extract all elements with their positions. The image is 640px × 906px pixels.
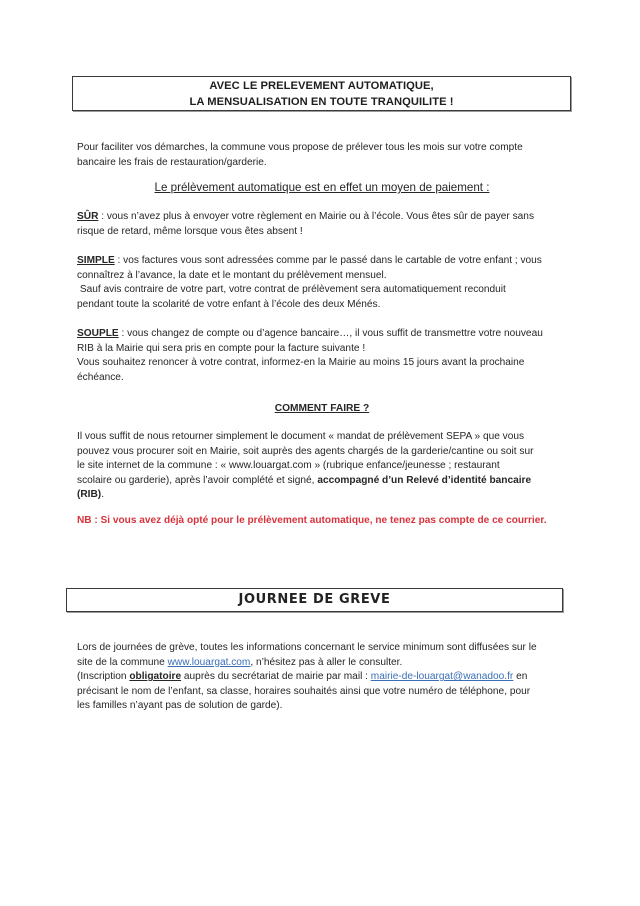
simple-line-1: : vos factures vous sont adressées comme par le passé dans le cartable de votre enfant ; vous [114,255,542,266]
period: . [101,489,105,501]
comment-faire-line-4: scolaire ou garderie), après l’avoir complété et signé, [77,474,318,486]
simple-line-3: Sauf avis contraire de votre part, votre contrat de prélèvement sera automatiquement reconduit [77,284,506,296]
sur-paragraph [77,210,567,239]
rib-required-text: accompagné d’un Relevé d’identité bancaire [317,474,532,486]
greve-line-4: précisant le nom de l’enfant, sa classe, horaires souhaités ainsi que votre numéro de téléphone, pour [77,685,531,697]
sur-label: SÛR [77,211,99,222]
greve-line-2b: , n’hésitez pas à aller le consulter. [250,656,403,668]
greve-title-box [66,588,563,612]
greve-line-5: les familles n’ayant pas de solution de garde). [77,700,283,712]
comment-faire-heading-block [77,402,567,417]
comment-faire-heading: COMMENT FAIRE ? [274,403,370,414]
comment-faire-line-2: pouvez vous procurer soit en Mairie, soit auprès des agents chargés de la garderie/cantine ou soit sur [77,445,534,457]
sur-line-2: risque de retard, même lorsque vous êtes absent ! [77,225,303,237]
email-link[interactable]: mairie-de-louargat@wanadoo.fr [370,671,514,683]
intro-paragraph [77,141,567,170]
header-title-line-1: AVEC LE PRELEVEMENT AUTOMATIQUE, [209,80,434,92]
greve-line-3c: en [513,671,528,683]
intro-line-1: Pour faciliter vos démarches, la commune vous propose de prélever tous les mois sur votre compte [77,142,523,153]
comment-faire-paragraph [77,430,567,503]
header-title-box [72,76,571,111]
nb-note-block [77,514,567,529]
subheading-block [77,181,567,197]
greve-paragraph [77,641,567,714]
souple-line-1: : vous changez de compte ou d’agence bancaire…, il vous suffit de transmettre votre nouveau [118,328,543,339]
sur-line-1: : vous n’avez plus à envoyer votre règlement en Mairie ou à l’école. Vous êtes sûr de payer sans [98,211,535,222]
greve-line-1: Lors de journées de grève, toutes les informations concernant le service minimum sont diffusées sur le [77,642,537,653]
simple-line-4: pendant toute la scolarité de votre enfant à l’école des deux Ménés. [77,298,381,310]
greve-line-3a: (Inscription [77,671,130,683]
greve-title: JOURNEE DE GREVE [238,592,391,607]
souple-line-4: échéance. [77,371,124,383]
header-title-line-2: LA MENSUALISATION EN TOUTE TRANQUILITE ! [189,95,454,108]
payment-subheading: Le prélèvement automatique est en effet un moyen de paiement : [154,181,490,194]
souple-line-3: Vous souhaitez renoncer à votre contrat, informez-en la Mairie au moins 15 jours avant la prochaine [77,357,525,369]
souple-line-2: RIB à la Mairie qui sera pris en compte pour la facture suivante ! [77,342,366,354]
simple-paragraph [77,254,567,312]
simple-line-2: connaîtrez à l’avance, la date et le montant du prélèvement mensuel. [77,269,387,281]
comment-faire-line-3: le site internet de la commune : « www.louargat.com » (rubrique enfance/jeunesse ; restaurant [77,460,500,472]
nb-note: NB : Si vous avez déjà opté pour le prélèvement automatique, ne tenez pas compte de ce courrier. [77,515,547,526]
simple-label: SIMPLE [77,255,115,266]
obligatoire-text: obligatoire [129,671,182,683]
greve-line-2a: site de la commune [77,656,168,668]
souple-label: SOUPLE [77,328,119,339]
souple-paragraph [77,327,567,385]
rib-abbrev: (RIB) [77,489,102,501]
intro-line-2: bancaire les frais de restauration/garderie. [77,156,267,168]
website-link[interactable]: www.louargat.com [167,656,251,668]
comment-faire-line-1: Il vous suffit de nous retourner simplement le document « mandat de prélèvement SEPA » que vous [77,431,525,442]
greve-line-3b: auprès du secrétariat de mairie par mail : [181,671,371,683]
